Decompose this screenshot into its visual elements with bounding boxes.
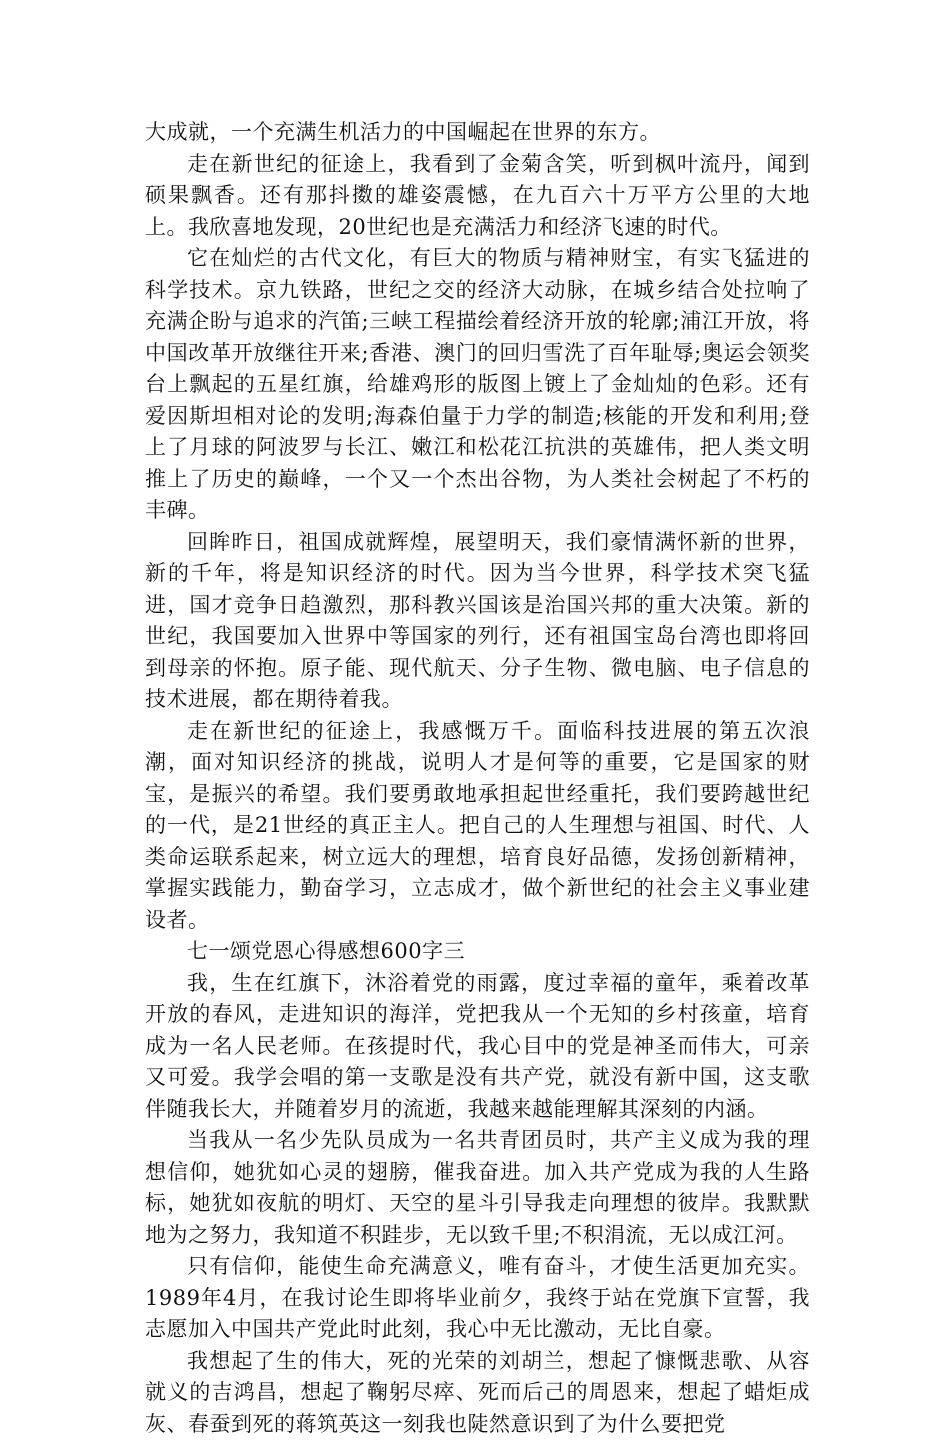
paragraph-heroes: 我想起了生的伟大，死的光荣的刘胡兰，想起了慷慨悲歌、从容就义的吉鸿昌，想起了鞠躬尽瘁、死而后己的周恩来，想起了蜡炬成灰、春蚕到死的蒋筑英这一刻我也陡然意识到了为什么要把党 — [145, 1346, 810, 1440]
section-heading: 七一颂党恩心得感想600字三 — [145, 936, 810, 968]
document-body — [145, 117, 810, 1440]
paragraph-born-under-red-flag: 我，生在红旗下，沐浴着党的雨露，度过幸福的童年，乘着改革开放的春风，走进知识的海洋，党把我从一个无知的乡村孩童，培育成为一名人民老师。在孩提时代，我心目中的党是神圣而伟大，可亲又可爱。我学会唱的第一支歌是没有共产党，就没有新中国，这支歌伴随我长大，并随着岁月的流逝，我越来越能理解其深刻的内涵。 — [145, 968, 810, 1126]
paragraph-new-century-emotion: 走在新世纪的征途上，我感慨万千。面临科技进展的第五次浪潮，面对知识经济的挑战，说明人才是何等的重要，它是国家的财宝，是振兴的希望。我们要勇敢地承担起世经重托，我们要跨越世纪的一代，是21世经的真正主人。把自己的人生理想与祖国、时代、人类命运联系起来，树立远大的理想，培育良好品德，发扬创新精神，掌握实践能力，勤奋学习，立志成才，做个新世纪的社会主义事业建设者。 — [145, 716, 810, 937]
paragraph-faith: 只有信仰，能使生命充满意义，唯有奋斗，才使生活更加充实。1989年4月，在我讨论生即将毕业前夕，我终于站在党旗下宣誓，我志愿加入中国共产党此时此刻，我心中无比激动，无比自豪。 — [145, 1251, 810, 1346]
paragraph-looking-back: 回眸昨日，祖国成就辉煌，展望明天，我们豪情满怀新的世界，新的千年，将是知识经济的时代。因为当今世界，科学技术突飞猛进，国才竞争日趋激烈，那科教兴国该是治国兴邦的重大决策。新的世纪，我国要加入世界中等国家的列行，还有祖国宝岛台湾也即将回到母亲的怀抱。原子能、现代航天、分子生物、微电脑、电子信息的技术进展，都在期待着我。 — [145, 527, 810, 716]
paragraph-ancient-culture: 它在灿烂的古代文化，有巨大的物质与精神财宝，有实飞猛进的科学技术。京九铁路，世纪之交的经济大动脉，在城乡结合处拉响了充满企盼与追求的汽笛;三峡工程描绘着经济开放的轮廓;浦江开放，将中国改革开放继往开来;香港、澳门的回归雪洗了百年耻辱;奥运会领奖台上飘起的五星红旗，给雄鸡形的版图上镀上了金灿灿的色彩。还有爱因斯坦相对论的发明;海森伯量于力学的制造;核能的开发和利用;登上了月球的阿波罗与长江、嫩江和松花江抗洪的英雄伟，把人类文明推上了历史的巅峰，一个又一个杰出谷物，为人类社会树起了不朽的丰碑。 — [145, 243, 810, 527]
paragraph-new-century-journey: 走在新世纪的征途上，我看到了金菊含笑，听到枫叶流丹，闻到硕果飘香。还有那抖擞的雄姿震憾，在九百六十万平方公里的大地上。我欣喜地发现，20世纪也是充满活力和经济飞速的时代。 — [145, 149, 810, 244]
paragraph-youth-league: 当我从一名少先队员成为一名共青团员时，共产主义成为我的理想信仰，她犹如心灵的翅膀，催我奋进。加入共产党成为我的人生路标，她犹如夜航的明灯、天空的星斗引导我走向理想的彼岸。我默默地为之努力，我知道不积跬步，无以致千里;不积涓流，无以成江河。 — [145, 1125, 810, 1251]
paragraph-continuation: 大成就，一个充满生机活力的中国崛起在世界的东方。 — [145, 117, 810, 149]
